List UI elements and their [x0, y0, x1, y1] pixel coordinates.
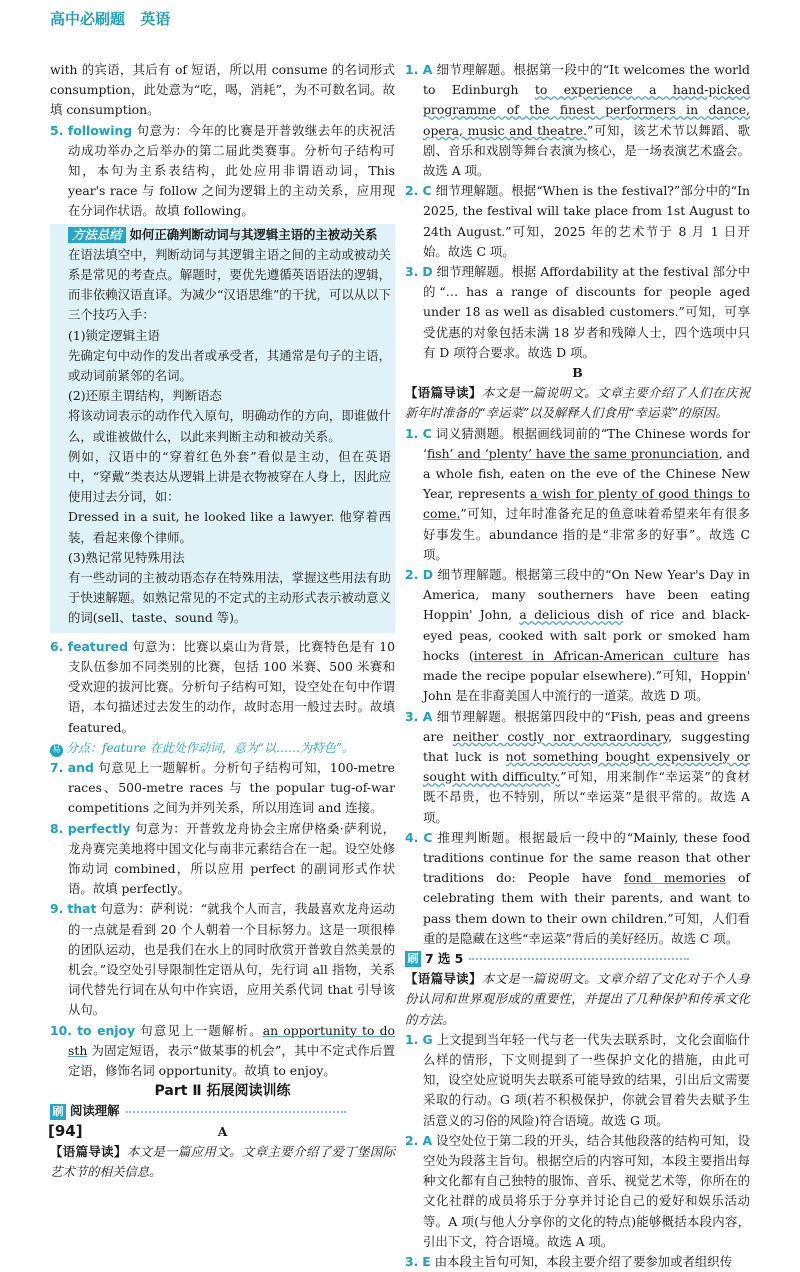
answer-item-7 [50, 758, 395, 819]
explanation-cont: of celebrating them with their parents, and want to pass them down to their own children.”可知，人们看重的是隐藏在这些“幸运菜”背后的美好经历。故选 C 项。 [423, 870, 750, 946]
note-label: 分点： [66, 740, 103, 755]
note-text: feature 在此处作动词，意为“以……为特色”。 [102, 740, 355, 755]
wavy-underlined-quote: a delicious dish [519, 607, 624, 623]
answer-key: E [422, 1253, 431, 1269]
item-number: 1. [405, 425, 419, 441]
explanation: 细节理解题。根据 Affordability at the festival 部分中的“… has a range of discounts for people aged under 18 as well as disabled customers.”可知，可享受优惠的对象包括未满 18 岁者和残障人士，四个选项中只有 D 项符合要求。故选 D 项。 [423, 264, 750, 360]
answer-b-3 [405, 707, 750, 828]
underlined-quote: fond memories [623, 870, 726, 886]
answer-key: to enjoy [77, 1022, 136, 1038]
answer-item-5 [50, 121, 395, 222]
answer-key: C [422, 183, 432, 199]
brush-icon: 刷 [405, 951, 421, 967]
explanation: 上文提到当年轻一代与老一代失去联系时，文化会面临什么样的情形，下文则提到了一些保护文化的措施，由此可知，设空处应说明失去联系可能导致的结果，引出后文需要采取的行动。G 项(若不积极保护，你就会冒着失去赋予生活意义的习俗的风险)符合语境。故选 G 项。 [423, 1031, 750, 1128]
explanation-cont: ”可知，该艺术节以舞蹈、歌剧、音乐和戏剧等舞台表演为核心，是一场表演艺术盛会。故选 A 项。 [423, 122, 750, 179]
explanation-end: ”可知，过年时准备充足的鱼意味着希望来年有很多好事发生。abundance 指的是“非常多的好事”。故选 C 项。 [423, 506, 750, 562]
item-number: 2. [405, 1132, 419, 1148]
answer-key: following [67, 122, 133, 138]
explanation: 细节理解题。根据第三段中的“On New Year's Day in America, many southerners have been eating Hoppin' John, [423, 567, 750, 623]
method-title: 如何正确判断动词与其逻辑主语的主被动关系 [129, 226, 378, 242]
answer-key: perfectly [67, 820, 131, 836]
explanation: 由本段主旨句可知，本段主要介绍了要参加或者组织传 [430, 1253, 733, 1269]
running-header [50, 8, 180, 29]
answer-key: C [423, 829, 433, 845]
note-icon: 易 [51, 744, 61, 755]
method-example-sentence: Dressed in a suit, he looked like a lawyer. 他穿着西装，看起来像个律师。 [68, 509, 391, 545]
section-label: 阅读理解 [70, 1103, 120, 1119]
underlined-quote-2: interest in African-American culture [473, 647, 719, 663]
method-text-3: 有一些动词的主被动语态存在特殊用法，掌握这些用法有助于快速解题。如熟记常见的不定式的主动形式表示被动意义的词(sell、taste、sound 等)。 [68, 570, 391, 626]
item-number: 2. [405, 567, 419, 583]
answer-b-4 [405, 828, 750, 949]
explanation-cont: of rice and black-eyed peas, cooked with salt pork or smoked ham hocks ( [423, 607, 750, 663]
method-summary-box [50, 224, 395, 633]
answer-key: A [422, 708, 433, 724]
underlined-phrase: an opportunity to do sth [68, 1022, 395, 1058]
part-heading: Part Ⅱ 拓展阅读训练 [154, 1083, 291, 1100]
guide-text: 本文是一篇说明文。文章主要介绍了人们在庆祝新年时准备的“幸运菜”以及解释人们食用“幸运菜”的原因。 [405, 385, 751, 421]
guide-text: 本文是一篇说明文。文章介绍了文化对于个人身份认同和世界观形成的重要性，并提出了几种保护和传承文化的方法。 [405, 971, 751, 1027]
book-title: 高中必刷题 [50, 10, 126, 28]
item-number: 1. [405, 1031, 419, 1047]
explanation: 词义猜测题。根据画线词前的“The Chinese words for ‘ [423, 425, 750, 461]
answer-c-1 [405, 1030, 750, 1131]
item-number: 2. [405, 183, 419, 199]
wavy-underlined-quote-2: not something bought expensively or sought with difficulty. [423, 748, 750, 785]
answer-a-1 [405, 60, 750, 181]
underlined-quote-2: a wish for plenty of good things to come. [423, 486, 751, 522]
explanation-end: ”可知，用来制作“幸运菜”的食材既不昂贵，也不特别，所以“幸运菜”是很平常的。故选 A 项。 [423, 769, 750, 825]
answer-item-9 [50, 899, 395, 1020]
explanation: 句意为：萨利说：“就我个人而言，我最喜欢龙舟运动的一点就是看到 20 个人朝着一个目标努力。这是一项很棒的团队运动，也是我们在水上的同时欣赏开普敦自然美景的机会。”设空处引导限制性定语从句，先行词 all 指物，关系词代替先行词在从句中作宾语，应用关系代词 that 引导该从句。 [68, 901, 395, 1018]
answer-key: that [67, 901, 97, 917]
explanation: 句意见上一题解析。 [135, 1022, 263, 1038]
explanation: 句意为：今年的比赛是开普敦继去年的庆祝活动成功举办之后举办的第二届此类赛事。分析句子结构可知，本句为主系表结构，此处应用非谓语动词，This year's race 与 follow 之间为逻辑上的主动关系，应用现在分词作状语。故填 following。 [68, 122, 395, 219]
subject-title: 英语 [140, 10, 171, 28]
left-column [50, 60, 395, 1182]
method-heading-3: (3)熟记常见特殊用法 [68, 549, 185, 565]
item-number: 1. [405, 62, 419, 77]
item-number: 8. [50, 820, 64, 836]
underlined-quote: fish’ and ‘plenty’ have the same pronunciation [426, 445, 719, 461]
brush-icon: 刷 [50, 1104, 66, 1120]
answer-key: D [422, 264, 433, 280]
answer-a-2 [405, 181, 750, 262]
method-text-2: 将该动词表示的动作代入原句，明确动作的方向，即谁做什么，或谁被做什么，以此来判断主动和被动关系。 [68, 408, 391, 444]
answer-key: D [422, 567, 434, 583]
answer-c-3 [405, 1252, 750, 1272]
answer-b-2 [405, 565, 750, 706]
item-number: 4. [405, 829, 419, 845]
answer-item-6 [50, 637, 395, 738]
passage-label-a: A [217, 1123, 228, 1139]
answer-key: G [422, 1031, 433, 1047]
guide-text: 本文是一篇应用文。文章主要介绍了爱丁堡国际艺术节的相关信息。 [50, 1143, 396, 1179]
answer-key: C [422, 425, 432, 441]
dotted-divider [469, 958, 689, 960]
section-heading-reading [50, 1101, 395, 1121]
answer-key: A [422, 62, 433, 77]
answer-key: and [67, 759, 94, 775]
explanation: 推理判断题。根据最后一段中的“Mainly, these food traditions continue for the same reason that other traditions do: People have [423, 829, 750, 886]
method-tag: 方法总结 [68, 227, 126, 243]
explanation: 细节理解题。根据“When is the festival?”部分中的“In 2025, the festival will take place from 1st August to 24th August.”可知，2025 年的艺术节于 8 月 1 日开始。故选 C 项。 [423, 183, 750, 259]
section-heading-7-5 [405, 949, 750, 969]
answer-c-2 [405, 1131, 750, 1252]
item-number: 3. [405, 708, 419, 724]
explanation: 细节理解题。根据第一段中的“It welcomes the world to Edinburgh [423, 62, 750, 98]
explanation: 句意为：开普敦龙舟协会主席伊格桑·萨利说，龙舟赛完美地将中国文化与南非元素结合在一起。设空处修饰动词 combined，所以应用 perfect 的副词形式作状语。故填 perfectly。 [68, 820, 395, 897]
guide-label: 【语篇导读】 [405, 385, 482, 401]
passage-guide-b [405, 383, 750, 423]
answer-key: A [422, 1132, 433, 1148]
item-number: 5. [50, 122, 64, 138]
wavy-underlined-quote: neither costly nor extraordinary [452, 728, 669, 744]
section-label: 7 选 5 [425, 950, 464, 966]
item-number: 6. [50, 638, 64, 654]
method-heading-2: (2)还原主谓结构，判断语态 [68, 388, 222, 404]
item-number: 3. [405, 1253, 419, 1269]
item-number: 7. [50, 759, 64, 775]
page-number: [94] [48, 1122, 83, 1140]
method-heading-1: (1)锁定逻辑主语 [68, 327, 160, 343]
explanation-end: has made the recipe popular elsewhere).”可知，Hoppin' John 是在非裔美国人中流行的一道菜。故选 D 项。 [423, 647, 750, 704]
paragraph-continued: with 的宾语，其后有 of 短语，所以用 consume 的名词形式 consumption，此处意为“吃，喝，消耗”，为不可数名词。故填 consumption。 [50, 62, 395, 118]
method-example: 例如，汉语中的“穿着红色外套”看似是主动，但在英语中，“穿戴”类表达从逻辑上讲是衣物被穿在人身上，因此应使用过去分词，如： [68, 448, 391, 505]
explanation-cont: , suggesting that luck is [423, 728, 751, 764]
explanation: 细节理解题。根据第四段中的“Fish, peas and greens are [423, 708, 750, 744]
method-intro: 在语法填空中，判断动词与其逻辑主语之间的主动或被动关系是常见的考查点。解题时，要优先遵循英语语法的逻辑，而非依赖汉语直译。为减少“汉语思维”的干扰，可以从以下三个技巧入手： [68, 246, 391, 323]
error-note [50, 738, 395, 758]
item-number: 9. [50, 901, 64, 917]
answer-b-1 [405, 424, 750, 565]
passage-guide-a [50, 1142, 395, 1182]
passage-label-b: B [572, 365, 583, 381]
passage-guide-c [405, 969, 750, 1030]
answer-a-3 [405, 262, 750, 363]
explanation-cont: , and a whole fish, eaten on the eve of the Chinese New Year, represents [423, 445, 750, 502]
answer-item-10 [50, 1021, 395, 1082]
explanation: 句意见上一题解析。分析句子结构可知，100-metre races、500-metre races 与 the popular tug-of-war competitions 之间为并列关系，所以用连词 and 连接。 [68, 759, 395, 816]
explanation: 设空处位于第二段的开头，结合其他段落的结构可知，设空处为段落主旨句。根据空后的内容可知，本段主要指出每种文化都有自己独特的服饰、音乐、视觉艺术等，你所在的文化社群的成员将乐于分享并讨论自己的爱好和娱乐活动等。A 项(与他人分享你的文化的特点)能够概括本段内容，引出下文，符合语境。故选 A 项。 [423, 1132, 750, 1249]
method-text-1: 先确定句中动作的发出者或承受者，其通常是句子的主语，或动词前紧邻的名词。 [68, 347, 391, 384]
item-number: 10. [50, 1022, 72, 1038]
guide-label: 【语篇导读】 [50, 1143, 127, 1159]
explanation: 句意为：比赛以桌山为背景，比赛特色是有 10 支队伍参加不同类别的比赛，包括 100 米赛、500 米赛和受欢迎的拔河比赛。分析句子结构可知，设空处在句中作谓语，本句描述过去发生的动作，故时态用一般过去时。故填 featured。 [68, 638, 395, 735]
explanation-cont: 为固定短语，表示“做某事的机会”，其中不定式作后置定语，修饰名词 opportunity。故填 to enjoy。 [68, 1042, 395, 1078]
wavy-underlined-quote: to experience a hand-picked programme of the finest performers in dance, opera, music and theatre. [423, 82, 751, 138]
answer-key: featured [67, 638, 128, 654]
dotted-divider [126, 1111, 346, 1113]
item-number: 3. [405, 264, 419, 280]
answer-item-8 [50, 819, 395, 900]
guide-label: 【语篇导读】 [405, 971, 482, 987]
right-column [405, 60, 750, 1272]
